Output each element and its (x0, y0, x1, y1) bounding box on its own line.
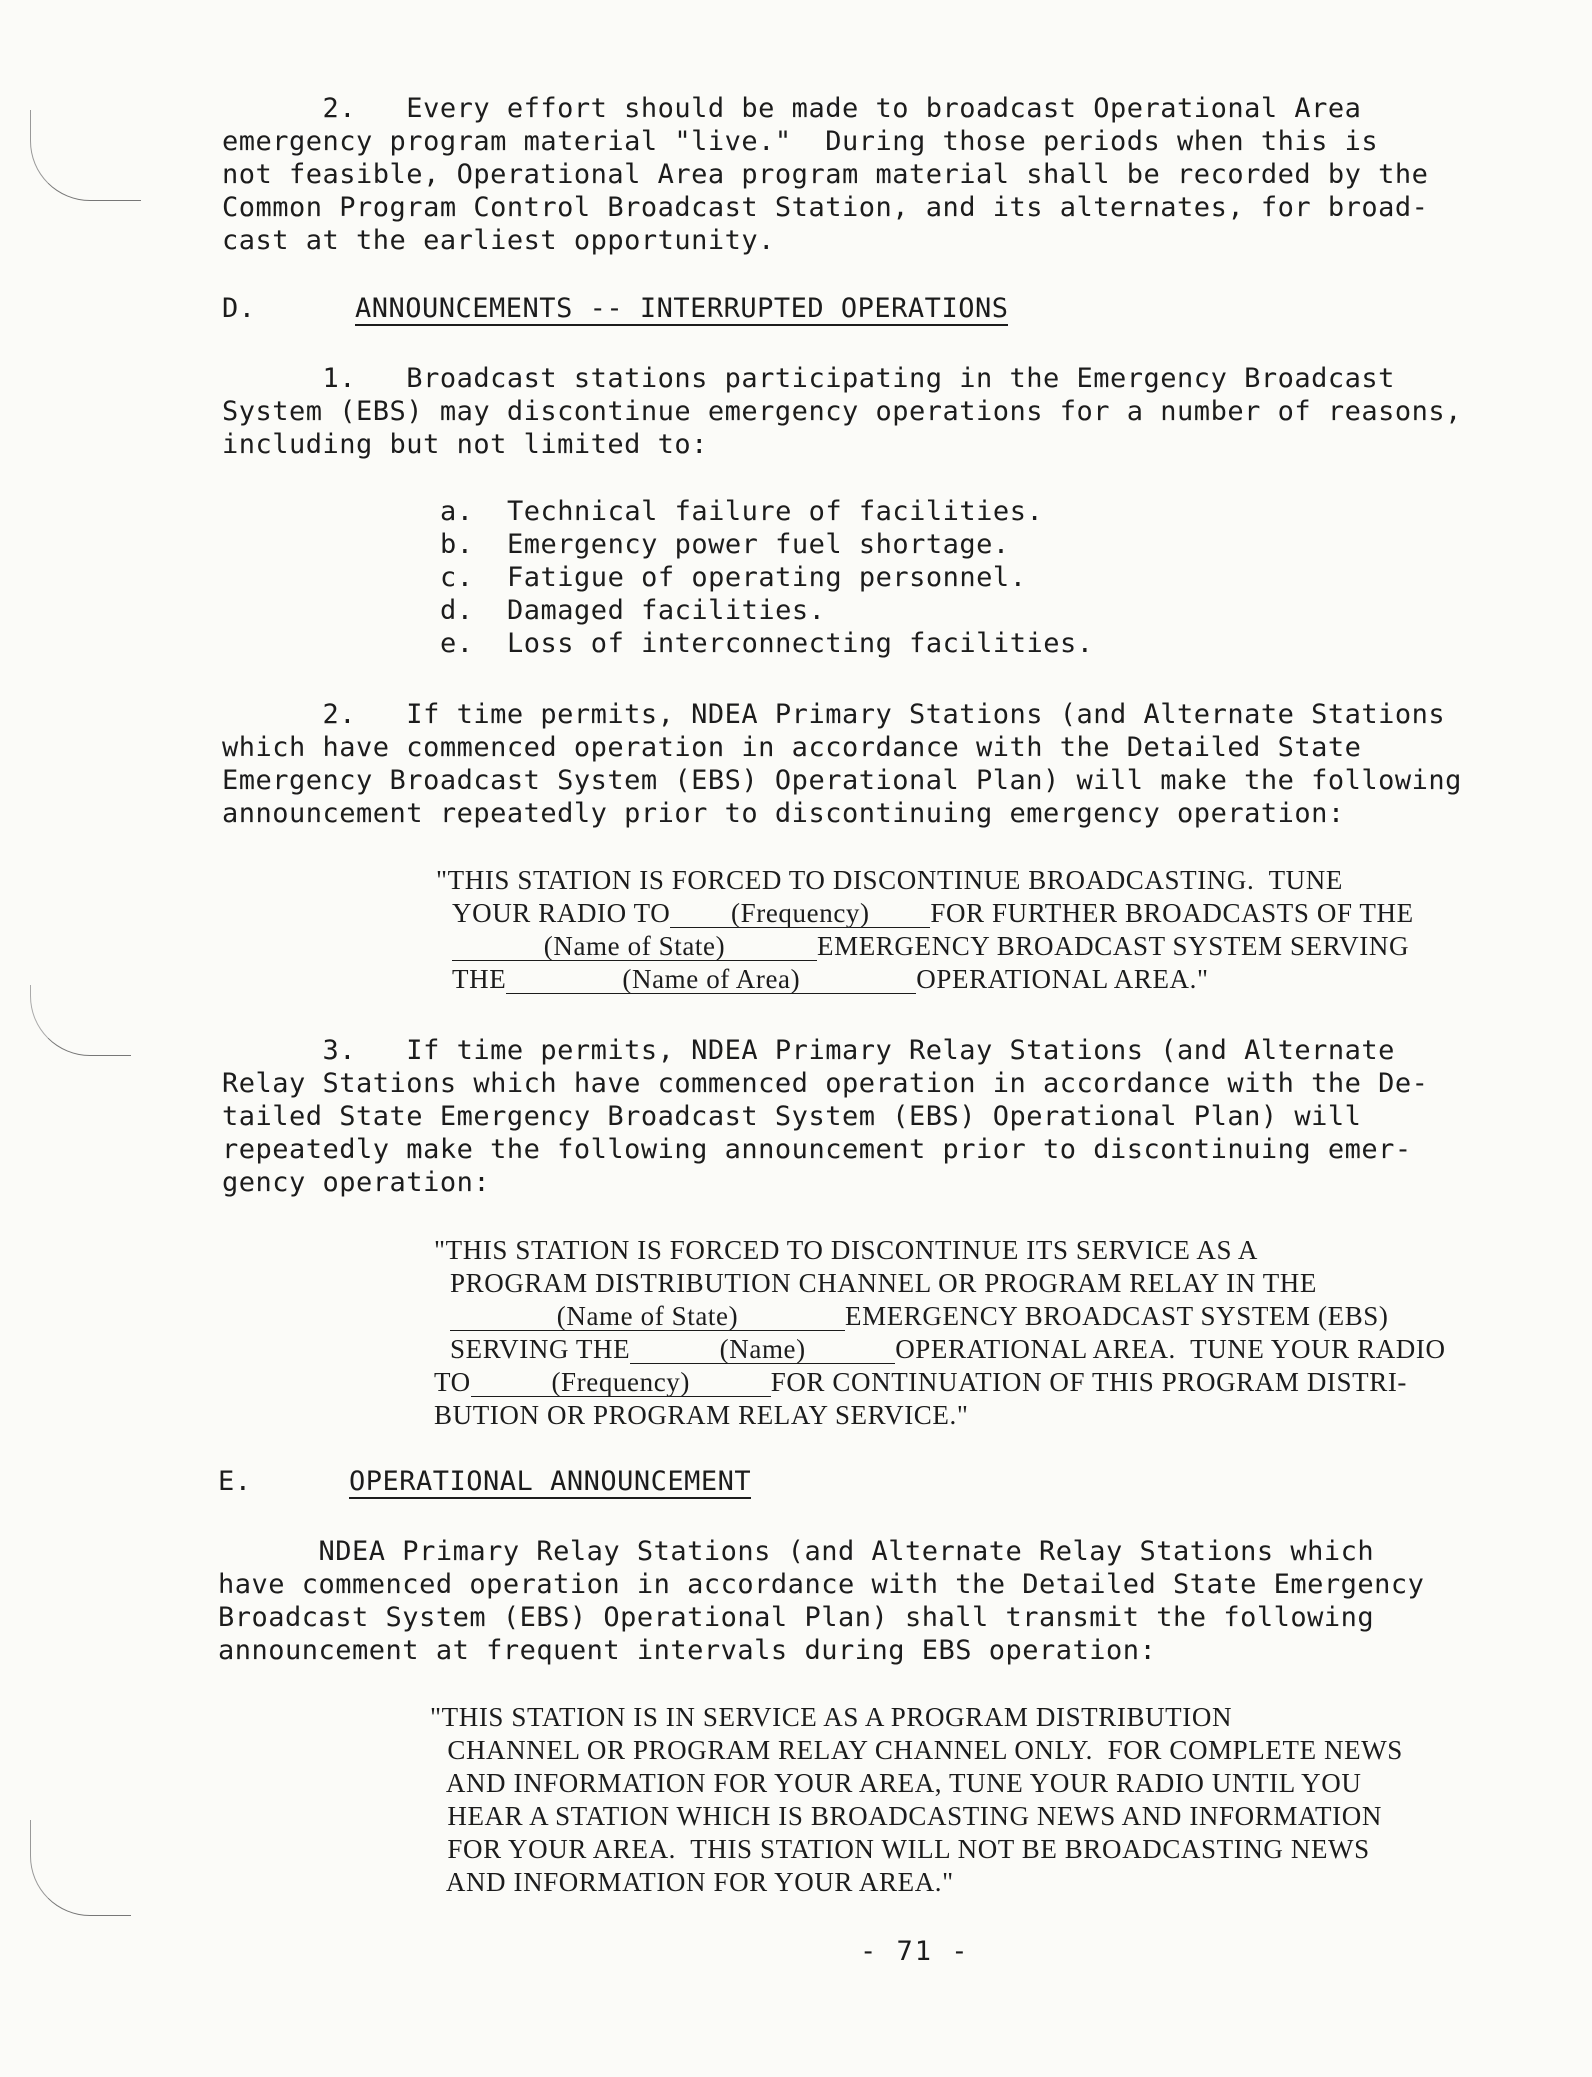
quote-text: EMERGENCY BROADCAST SYSTEM (EBS) (845, 1301, 1389, 1331)
area-name-blank: (Name) (630, 1335, 895, 1364)
text-line: emergency program material "live." During those periods when this is (222, 126, 1379, 157)
state-name-blank: (Name of State) (452, 932, 817, 961)
text-line: 2. Every effort should be made to broadcast Operational Area (222, 93, 1362, 124)
quote-line: FOR YOUR AREA. THIS STATION WILL NOT BE BROADCASTING NEWS (440, 1834, 1370, 1864)
section-e-heading (218, 1466, 1118, 1506)
quote-line: BUTION OR PROGRAM RELAY SERVICE." (434, 1400, 969, 1430)
text-line: announcement repeatedly prior to discontinuing emergency operation: (222, 798, 1345, 829)
quote-line (452, 963, 1209, 997)
list-item-letter: e. (440, 628, 474, 659)
state-name-blank: (Name of State) (450, 1302, 845, 1331)
list-item-text: Emergency power fuel shortage. (507, 529, 1010, 560)
section-title: ANNOUNCEMENTS -- INTERRUPTED OPERATIONS (355, 293, 1009, 324)
quote-line (452, 897, 1414, 931)
text-line: repeatedly make the following announcement prior to discontinuing emer- (222, 1134, 1412, 1165)
list-item-letter: a. (440, 496, 474, 527)
text-line: 2. If time permits, NDEA Primary Stations (and Alternate Stations (222, 699, 1446, 730)
section-title: OPERATIONAL ANNOUNCEMENT (349, 1466, 752, 1497)
list-item-text: Loss of interconnecting facilities. (507, 628, 1094, 659)
quote-line: "THIS STATION IS FORCED TO DISCONTINUE BROADCASTING. TUNE (436, 865, 1343, 895)
list-item-letter: b. (440, 529, 474, 560)
text-line: Emergency Broadcast System (EBS) Operational Plan) will make the following (222, 765, 1462, 796)
quote-line: AND INFORMATION FOR YOUR AREA." (440, 1867, 954, 1897)
hole-punch-mark-top (30, 110, 141, 201)
quote-line: "THIS STATION IS IN SERVICE AS A PROGRAM DISTRIBUTION (430, 1702, 1233, 1732)
text-line: Relay Stations which have commenced operation in accordance with the De- (222, 1068, 1429, 1099)
text-line: Broadcast System (EBS) Operational Plan) shall transmit the following (218, 1602, 1375, 1633)
text-line: cast at the earliest opportunity. (222, 225, 775, 256)
text-line: have commenced operation in accordance with the Detailed State Emergency (218, 1569, 1425, 1600)
quote-text: THE (452, 964, 507, 994)
page-number: - 71 - (860, 1936, 970, 1967)
quote-text: EMERGENCY BROADCAST SYSTEM SERVING (817, 931, 1410, 961)
list-item-letter: c. (440, 562, 474, 593)
list-item-text: Technical failure of facilities. (507, 496, 1044, 527)
list-item-text: Damaged facilities. (507, 595, 826, 626)
quote-text: OPERATIONAL AREA." (916, 964, 1209, 994)
quote-text: SERVING THE (450, 1334, 631, 1364)
text-line: announcement at frequent intervals during EBS operation: (218, 1635, 1157, 1666)
text-line: 1. Broadcast stations participating in the Emergency Broadcast (222, 363, 1395, 394)
quote-text: YOUR RADIO TO (452, 898, 671, 928)
quote-line: "THIS STATION IS FORCED TO DISCONTINUE ITS SERVICE AS A (434, 1235, 1259, 1265)
list-item-letter: d. (440, 595, 474, 626)
list-item (440, 528, 1010, 562)
quote-text: FOR FURTHER BROADCASTS OF THE (930, 898, 1414, 928)
quote-text: FOR CONTINUATION OF THIS PROGRAM DISTRI- (770, 1367, 1408, 1397)
text-line: System (EBS) may discontinue emergency operations for a number of reasons, (222, 396, 1462, 427)
hole-punch-mark-middle (30, 985, 131, 1056)
list-item (440, 561, 1026, 595)
list-item (440, 495, 1043, 529)
text-line: NDEA Primary Relay Stations (and Alternate Relay Stations which (218, 1536, 1375, 1567)
quote-line (434, 1366, 1407, 1400)
text-line: gency operation: (222, 1167, 491, 1198)
text-line: not feasible, Operational Area program material shall be recorded by the (222, 159, 1429, 190)
text-line: which have commenced operation in accordance with the Detailed State (222, 732, 1362, 763)
list-item (440, 627, 1093, 661)
text-line: tailed State Emergency Broadcast System (EBS) Operational Plan) will (222, 1101, 1362, 1132)
list-item (440, 594, 825, 628)
section-letter: D. (222, 293, 256, 324)
frequency-blank: (Frequency) (670, 899, 930, 928)
section-d-heading (222, 293, 1122, 333)
area-name-blank: (Name of Area) (506, 965, 916, 994)
frequency-blank: (Frequency) (471, 1368, 771, 1397)
quote-text: TO (434, 1367, 471, 1397)
section-letter: E. (218, 1466, 252, 1497)
list-item-text: Fatigue of operating personnel. (507, 562, 1027, 593)
quote-line (452, 930, 1409, 964)
text-line: including but not limited to: (222, 429, 708, 460)
quote-text: OPERATIONAL AREA. TUNE YOUR RADIO (895, 1334, 1446, 1364)
text-line: Common Program Control Broadcast Station, and its alternates, for broad- (222, 192, 1429, 223)
hole-punch-mark-bottom (30, 1820, 131, 1916)
quote-line: PROGRAM DISTRIBUTION CHANNEL OR PROGRAM RELAY IN THE (450, 1268, 1317, 1298)
quote-line (450, 1300, 1389, 1334)
quote-line: CHANNEL OR PROGRAM RELAY CHANNEL ONLY. FOR COMPLETE NEWS (440, 1735, 1403, 1765)
text-line: 3. If time permits, NDEA Primary Relay Stations (and Alternate (222, 1035, 1395, 1066)
quote-line (450, 1333, 1446, 1367)
quote-line: AND INFORMATION FOR YOUR AREA, TUNE YOUR RADIO UNTIL YOU (440, 1768, 1362, 1798)
quote-line: HEAR A STATION WHICH IS BROADCASTING NEWS AND INFORMATION (440, 1801, 1382, 1831)
